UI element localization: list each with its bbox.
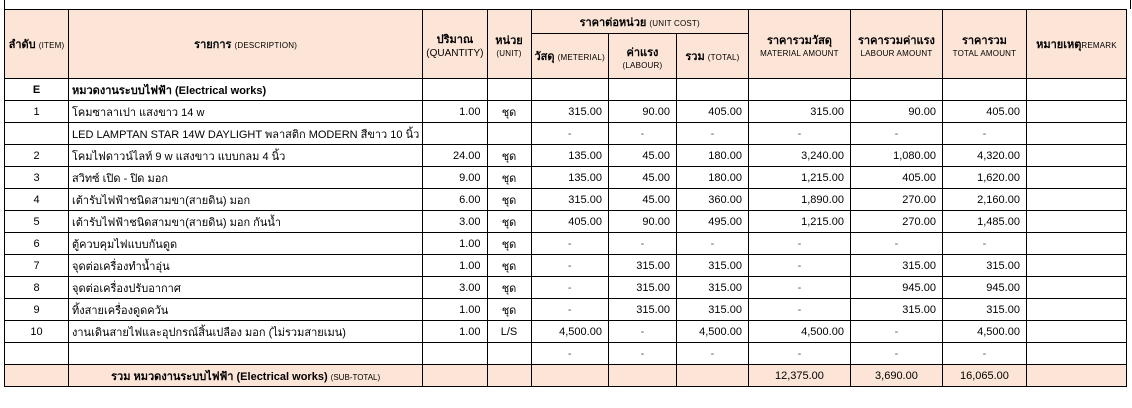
header-total-label: รวม bbox=[685, 51, 705, 63]
quantity-cell[interactable]: 1.00 bbox=[423, 255, 487, 277]
material-amount-cell[interactable]: 315.00 bbox=[748, 101, 850, 123]
header-qty-en: (QUANTITY) bbox=[426, 47, 484, 59]
unit-cell[interactable]: ชุด bbox=[487, 299, 531, 321]
table-row bbox=[5, 343, 1127, 365]
header-labour-amount[interactable] bbox=[850, 10, 942, 79]
unit-labour-cell[interactable]: - bbox=[608, 343, 676, 365]
header-row bbox=[5, 10, 1127, 34]
subtotal-material-amount[interactable]: 12,375.00 bbox=[748, 365, 850, 387]
labour-amount-cell[interactable]: 270.00 bbox=[850, 189, 942, 211]
unit-total-cell[interactable]: 4,500.00 bbox=[676, 321, 748, 343]
total-amount-cell[interactable]: - bbox=[942, 233, 1026, 255]
table-row bbox=[5, 123, 1127, 145]
header-material-amount[interactable] bbox=[748, 10, 850, 79]
header-labour-label: ค่าแรง bbox=[626, 46, 659, 59]
total-amount-cell[interactable]: - bbox=[942, 343, 1026, 365]
unit-material-cell[interactable]: 135.00 bbox=[531, 145, 608, 167]
unit-material-cell[interactable]: - bbox=[531, 255, 608, 277]
header-mat-amt-label: ราคารวมวัสดุ bbox=[766, 34, 832, 47]
unit-total-cell[interactable]: - bbox=[676, 233, 748, 255]
cell[interactable] bbox=[1026, 365, 1126, 387]
quantity-cell[interactable]: 3.00 bbox=[423, 211, 487, 233]
description-cell[interactable]: ทิ้งสายเครื่องดูดควัน bbox=[69, 299, 423, 321]
quantity-cell[interactable]: 3.00 bbox=[423, 277, 487, 299]
unit-total-cell[interactable]: - bbox=[676, 343, 748, 365]
header-material-en: (METERIAL) bbox=[557, 53, 605, 62]
labour-amount-cell[interactable]: - bbox=[850, 123, 942, 145]
unit-cell[interactable]: L/S bbox=[487, 321, 531, 343]
unit-total-cell[interactable]: 495.00 bbox=[676, 211, 748, 233]
table-row bbox=[5, 101, 1127, 123]
unit-cell[interactable]: ชุด bbox=[487, 255, 531, 277]
unit-labour-cell[interactable]: 315.00 bbox=[608, 299, 676, 321]
header-material[interactable] bbox=[531, 34, 608, 79]
quantity-cell[interactable]: 1.00 bbox=[423, 233, 487, 255]
description-cell[interactable]: จุดต่อเครื่องปรับอากาศ bbox=[69, 277, 423, 299]
item-cell[interactable]: 4 bbox=[5, 189, 69, 211]
unit-cell[interactable]: ชุด bbox=[487, 277, 531, 299]
unit-cell[interactable]: ชุด bbox=[487, 233, 531, 255]
remark-cell[interactable] bbox=[1026, 211, 1126, 233]
header-remark-en: REMARK bbox=[1081, 41, 1117, 50]
remark-cell[interactable] bbox=[1026, 101, 1126, 123]
unit-material-cell[interactable]: 4,500.00 bbox=[531, 321, 608, 343]
unit-material-cell[interactable]: - bbox=[531, 299, 608, 321]
header-unit-cost-label: ราคาต่อหน่วย bbox=[579, 16, 647, 29]
quantity-cell[interactable]: 6.00 bbox=[423, 189, 487, 211]
total-amount-cell[interactable]: 1,485.00 bbox=[942, 211, 1026, 233]
header-labour[interactable] bbox=[608, 34, 676, 79]
description-cell[interactable]: จุดต่อเครื่องทำน้ำอุ่น bbox=[69, 255, 423, 277]
table-row bbox=[5, 277, 1127, 299]
unit-labour-cell[interactable]: 45.00 bbox=[608, 189, 676, 211]
material-amount-cell[interactable]: 1,890.00 bbox=[748, 189, 850, 211]
labour-amount-cell[interactable]: 90.00 bbox=[850, 101, 942, 123]
remark-cell[interactable] bbox=[1026, 167, 1126, 189]
table-row bbox=[5, 145, 1127, 167]
unit-total-cell[interactable]: 360.00 bbox=[676, 189, 748, 211]
table-row bbox=[5, 211, 1127, 233]
item-cell[interactable]: 2 bbox=[5, 145, 69, 167]
cell[interactable] bbox=[5, 365, 69, 387]
quantity-cell[interactable]: 24.00 bbox=[423, 145, 487, 167]
header-unit-cost-en: (UNIT COST) bbox=[649, 18, 700, 28]
cell[interactable] bbox=[850, 79, 942, 101]
unit-cell[interactable]: ชุด bbox=[487, 189, 531, 211]
total-amount-cell[interactable]: - bbox=[942, 123, 1026, 145]
material-amount-cell[interactable]: 3,240.00 bbox=[748, 145, 850, 167]
category-row bbox=[5, 79, 1127, 101]
unit-total-cell[interactable]: - bbox=[676, 123, 748, 145]
subtotal-label-en: (SUB-TOTAL) bbox=[330, 372, 381, 382]
unit-labour-cell[interactable]: - bbox=[608, 321, 676, 343]
header-total-en: (TOTAL) bbox=[707, 53, 740, 62]
remark-cell[interactable] bbox=[1026, 189, 1126, 211]
table-row bbox=[5, 255, 1127, 277]
quantity-cell[interactable]: 1.00 bbox=[423, 299, 487, 321]
total-amount-cell[interactable]: 315.00 bbox=[942, 255, 1026, 277]
unit-material-cell[interactable]: 135.00 bbox=[531, 167, 608, 189]
unit-total-cell[interactable]: 315.00 bbox=[676, 255, 748, 277]
header-mat-amt-en: MATERIAL AMOUNT bbox=[760, 48, 839, 58]
header-item[interactable] bbox=[5, 10, 69, 79]
description-cell[interactable]: ตู้ควบคุมไฟแบบกันดูด bbox=[69, 233, 423, 255]
subtotal-label-cell[interactable] bbox=[69, 365, 423, 387]
unit-material-cell[interactable]: - bbox=[531, 233, 608, 255]
unit-material-cell[interactable]: - bbox=[531, 123, 608, 145]
cell[interactable] bbox=[531, 365, 608, 387]
item-cell[interactable]: 5 bbox=[5, 211, 69, 233]
header-remark-label: หมายเหตุ bbox=[1036, 39, 1082, 51]
labour-amount-cell[interactable]: - bbox=[850, 321, 942, 343]
header-unit-label: หน่วย bbox=[495, 34, 523, 47]
unit-cell[interactable]: ชุด bbox=[487, 211, 531, 233]
description-cell[interactable]: LED LAMPTAN STAR 14W DAYLIGHT พลาสติก MODERN สีขาว 10 นิ้ว bbox=[69, 123, 423, 145]
subtotal-labour-amount[interactable]: 3,690.00 bbox=[850, 365, 942, 387]
header-description[interactable] bbox=[69, 10, 423, 79]
subtotal-total-amount[interactable]: 16,065.00 bbox=[942, 365, 1026, 387]
table-row bbox=[5, 167, 1127, 189]
unit-cell[interactable] bbox=[487, 123, 531, 145]
total-amount-cell[interactable]: 945.00 bbox=[942, 277, 1026, 299]
remark-cell[interactable] bbox=[1026, 299, 1126, 321]
item-cell[interactable]: 8 bbox=[5, 277, 69, 299]
item-cell[interactable] bbox=[5, 123, 69, 145]
total-amount-cell[interactable]: 4,500.00 bbox=[942, 321, 1026, 343]
unit-total-cell[interactable]: 315.00 bbox=[676, 299, 748, 321]
unit-total-cell[interactable]: 180.00 bbox=[676, 167, 748, 189]
remark-cell[interactable] bbox=[1026, 321, 1126, 343]
remark-cell[interactable] bbox=[1026, 233, 1126, 255]
quantity-cell[interactable]: 1.00 bbox=[423, 321, 487, 343]
subtotal-label: รวม หมวดงานระบบไฟฟ้า (Electrical works) bbox=[111, 370, 328, 383]
header-unit[interactable] bbox=[487, 10, 531, 79]
header-material-label: วัสดุ bbox=[534, 51, 555, 63]
cost-table bbox=[4, 9, 1127, 387]
quantity-cell[interactable]: 9.00 bbox=[423, 167, 487, 189]
description-cell[interactable]: งานเดินสายไฟและอุปกรณ์สิ้นเปลือง มอก (ไม่รวมสายเมน) bbox=[69, 321, 423, 343]
header-remark[interactable] bbox=[1026, 10, 1126, 79]
item-cell[interactable]: 1 bbox=[5, 101, 69, 123]
labour-amount-cell[interactable]: 405.00 bbox=[850, 167, 942, 189]
unit-total-cell[interactable]: 405.00 bbox=[676, 101, 748, 123]
material-amount-cell[interactable]: - bbox=[748, 299, 850, 321]
item-cell[interactable]: 7 bbox=[5, 255, 69, 277]
remark-cell[interactable] bbox=[1026, 145, 1126, 167]
remark-cell[interactable] bbox=[1026, 123, 1126, 145]
unit-material-cell[interactable]: - bbox=[531, 277, 608, 299]
material-amount-cell[interactable]: - bbox=[748, 343, 850, 365]
header-tot-amt-label: ราคารวม bbox=[961, 34, 1007, 47]
cell[interactable] bbox=[423, 79, 487, 101]
unit-labour-cell[interactable]: 45.00 bbox=[608, 145, 676, 167]
table-row bbox=[5, 233, 1127, 255]
unit-labour-cell[interactable]: 315.00 bbox=[608, 277, 676, 299]
header-item-en: (ITEM) bbox=[38, 41, 65, 50]
header-total-amount[interactable] bbox=[942, 10, 1026, 79]
cell[interactable] bbox=[748, 79, 850, 101]
unit-material-cell[interactable]: - bbox=[531, 343, 608, 365]
quantity-cell[interactable] bbox=[423, 123, 487, 145]
description-cell[interactable]: โคมไฟดาวน์ไลท์ 9 w แสงขาว แบบกลม 4 นิ้ว bbox=[69, 145, 423, 167]
header-unit-cost[interactable] bbox=[531, 10, 748, 34]
quantity-cell[interactable]: 1.00 bbox=[423, 101, 487, 123]
unit-labour-cell[interactable]: 90.00 bbox=[608, 211, 676, 233]
item-cell[interactable]: 3 bbox=[5, 167, 69, 189]
category-item-cell[interactable]: E bbox=[5, 79, 69, 101]
total-amount-cell[interactable]: 405.00 bbox=[942, 101, 1026, 123]
unit-labour-cell[interactable]: 90.00 bbox=[608, 101, 676, 123]
unit-total-cell[interactable]: 180.00 bbox=[676, 145, 748, 167]
cell[interactable] bbox=[487, 365, 531, 387]
unit-labour-cell[interactable]: 315.00 bbox=[608, 255, 676, 277]
cell[interactable] bbox=[487, 79, 531, 101]
description-cell[interactable]: เต้ารับไฟฟ้าชนิดสามขา(สายดิน) มอก bbox=[69, 189, 423, 211]
table-row bbox=[5, 299, 1127, 321]
category-desc-cell[interactable]: หมวดงานระบบไฟฟ้า (Electrical works) bbox=[69, 79, 423, 101]
header-qty-label: ปริมาณ bbox=[436, 33, 474, 46]
total-amount-cell[interactable]: 1,620.00 bbox=[942, 167, 1026, 189]
total-amount-cell[interactable]: 2,160.00 bbox=[942, 189, 1026, 211]
unit-labour-cell[interactable]: 45.00 bbox=[608, 167, 676, 189]
material-amount-cell[interactable]: - bbox=[748, 123, 850, 145]
cell[interactable] bbox=[608, 365, 676, 387]
material-amount-cell[interactable]: 4,500.00 bbox=[748, 321, 850, 343]
header-labour-en: (LABOUR) bbox=[622, 60, 663, 70]
remark-cell[interactable] bbox=[1026, 343, 1126, 365]
total-amount-cell[interactable]: 315.00 bbox=[942, 299, 1026, 321]
cell[interactable] bbox=[531, 79, 608, 101]
labour-amount-cell[interactable]: - bbox=[850, 233, 942, 255]
header-lab-amt-en: LABOUR AMOUNT bbox=[860, 48, 933, 58]
material-amount-cell[interactable]: - bbox=[748, 255, 850, 277]
material-amount-cell[interactable]: - bbox=[748, 233, 850, 255]
labour-amount-cell[interactable]: - bbox=[850, 343, 942, 365]
table-row bbox=[5, 321, 1127, 343]
remark-cell[interactable] bbox=[1026, 255, 1126, 277]
material-amount-cell[interactable]: 1,215.00 bbox=[748, 211, 850, 233]
description-cell[interactable]: สวิทซ์ เปิด - ปิด มอก bbox=[69, 167, 423, 189]
header-unit-en: (UNIT) bbox=[496, 48, 522, 58]
labour-amount-cell[interactable]: 315.00 bbox=[850, 255, 942, 277]
header-desc-en: (DESCRIPTION) bbox=[234, 41, 298, 50]
cell[interactable] bbox=[942, 79, 1026, 101]
header-total[interactable] bbox=[676, 34, 748, 79]
labour-amount-cell[interactable]: 945.00 bbox=[850, 277, 942, 299]
item-cell[interactable]: 10 bbox=[5, 321, 69, 343]
remark-cell[interactable] bbox=[1026, 277, 1126, 299]
unit-labour-cell[interactable]: - bbox=[608, 233, 676, 255]
cell[interactable] bbox=[1026, 79, 1126, 101]
item-cell[interactable]: 9 bbox=[5, 299, 69, 321]
quantity-cell[interactable] bbox=[423, 343, 487, 365]
cell[interactable] bbox=[423, 365, 487, 387]
unit-material-cell[interactable]: 405.00 bbox=[531, 211, 608, 233]
cell[interactable] bbox=[608, 79, 676, 101]
description-cell[interactable]: โคมซาลาเปา แสงขาว 14 w bbox=[69, 101, 423, 123]
item-cell[interactable] bbox=[5, 343, 69, 365]
table-body bbox=[5, 101, 1127, 365]
unit-cell[interactable] bbox=[487, 343, 531, 365]
header-lab-amt-label: ราคารวมค่าแรง bbox=[858, 34, 935, 47]
header-item-label: ลำดับ bbox=[8, 39, 36, 51]
description-cell[interactable]: เต้ารับไฟฟ้าชนิดสามขา(สายดิน) มอก กันน้ำ bbox=[69, 211, 423, 233]
description-cell[interactable] bbox=[69, 343, 423, 365]
labour-amount-cell[interactable]: 270.00 bbox=[850, 211, 942, 233]
header-quantity[interactable] bbox=[423, 10, 487, 79]
item-cell[interactable]: 6 bbox=[5, 233, 69, 255]
unit-cell[interactable]: ชุด bbox=[487, 145, 531, 167]
labour-amount-cell[interactable]: 1,080.00 bbox=[850, 145, 942, 167]
labour-amount-cell[interactable]: 315.00 bbox=[850, 299, 942, 321]
unit-cell[interactable]: ชุด bbox=[487, 167, 531, 189]
top-border bbox=[4, 0, 1131, 9]
cell[interactable] bbox=[676, 365, 748, 387]
header-desc-label: รายการ bbox=[194, 39, 232, 51]
header-tot-amt-en: TOTAL AMOUNT bbox=[952, 48, 1017, 58]
unit-labour-cell[interactable]: - bbox=[608, 123, 676, 145]
total-amount-cell[interactable]: 4,320.00 bbox=[942, 145, 1026, 167]
unit-material-cell[interactable]: 315.00 bbox=[531, 101, 608, 123]
material-amount-cell[interactable]: 1,215.00 bbox=[748, 167, 850, 189]
subtotal-row bbox=[5, 365, 1127, 387]
cell[interactable] bbox=[676, 79, 748, 101]
unit-cell[interactable]: ชุด bbox=[487, 101, 531, 123]
unit-total-cell[interactable]: 315.00 bbox=[676, 277, 748, 299]
unit-material-cell[interactable]: 315.00 bbox=[531, 189, 608, 211]
table-row bbox=[5, 189, 1127, 211]
material-amount-cell[interactable]: - bbox=[748, 277, 850, 299]
